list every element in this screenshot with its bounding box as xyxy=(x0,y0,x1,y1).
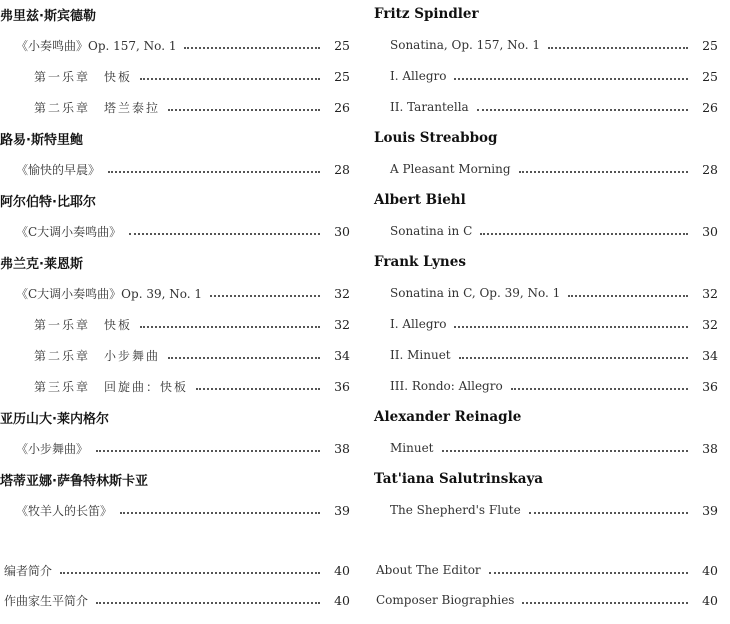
entry-title: 第二乐章 塔兰泰拉 xyxy=(34,100,161,115)
page-number: 39 xyxy=(702,502,718,518)
entry-title: Sonatina in C xyxy=(390,224,473,238)
entry-title: Sonatina, Op. 157, No. 1 xyxy=(390,38,540,52)
dot-leader xyxy=(454,78,688,80)
toc-entry[interactable] xyxy=(0,66,350,86)
composer-name: Frank Lynes xyxy=(374,254,466,270)
page-number: 25 xyxy=(702,37,718,53)
toc-entry[interactable] xyxy=(374,590,718,610)
page-number: 40 xyxy=(334,562,350,578)
dot-leader xyxy=(519,171,688,173)
composer-heading xyxy=(374,4,718,24)
entry-title: 《小步舞曲》 xyxy=(16,441,89,456)
dot-leader xyxy=(60,572,320,574)
dot-leader xyxy=(522,602,688,604)
toc-entry[interactable] xyxy=(374,221,718,241)
entry-title: 第一乐章 快板 xyxy=(34,317,133,332)
entry-title: II. Tarantella xyxy=(390,100,469,114)
page-number: 39 xyxy=(334,502,350,518)
toc-entry[interactable] xyxy=(0,590,350,610)
entry-title: 《C大调小奏鸣曲》Op. 39, No. 1 xyxy=(16,286,203,301)
toc-entry[interactable] xyxy=(374,438,718,458)
page-number: 32 xyxy=(334,285,350,301)
entry-title: Sonatina in C, Op. 39, No. 1 xyxy=(390,286,561,300)
dot-leader xyxy=(140,326,320,328)
dot-leader xyxy=(196,388,320,390)
composer-name: 弗里兹·斯宾德勒 xyxy=(0,8,96,24)
composer-name: 塔蒂亚娜·萨鲁特林斯卡亚 xyxy=(0,473,148,489)
entry-title: 编者简介 xyxy=(4,563,53,578)
toc-entry[interactable] xyxy=(374,283,718,303)
toc-entry[interactable] xyxy=(374,560,718,580)
composer-name: 弗兰克·莱恩斯 xyxy=(0,256,83,272)
dot-leader xyxy=(568,295,688,297)
composer-name: Tat'iana Salutrinskaya xyxy=(374,471,544,487)
page-number: 25 xyxy=(334,37,350,53)
dot-leader xyxy=(210,295,320,297)
entry-title: 第二乐章 小步舞曲 xyxy=(34,348,161,363)
dot-leader xyxy=(120,512,320,514)
toc-entry[interactable] xyxy=(374,97,718,117)
dot-leader xyxy=(442,450,688,452)
composer-heading xyxy=(374,407,718,427)
entry-title: III. Rondo: Allegro xyxy=(390,379,503,393)
toc-entry[interactable] xyxy=(374,159,718,179)
page-number: 34 xyxy=(334,347,350,363)
page-number: 40 xyxy=(702,592,718,608)
composer-heading xyxy=(374,469,718,489)
page-number: 36 xyxy=(702,378,718,394)
toc-entry[interactable] xyxy=(0,500,350,520)
composer-heading xyxy=(0,4,350,24)
toc-entry[interactable] xyxy=(0,314,350,334)
composer-heading xyxy=(0,407,350,427)
composer-name: Albert Biehl xyxy=(374,192,466,208)
toc-entry[interactable] xyxy=(374,35,718,55)
page-number: 28 xyxy=(702,161,718,177)
toc-entry[interactable] xyxy=(374,376,718,396)
dot-leader xyxy=(140,78,320,80)
page-number: 25 xyxy=(334,68,350,84)
page-number: 30 xyxy=(334,223,350,239)
entry-title: I. Allegro xyxy=(390,69,447,83)
composer-name: Alexander Reinagle xyxy=(374,409,522,425)
composer-name: Louis Streabbog xyxy=(374,130,498,146)
dot-leader xyxy=(529,512,688,514)
page-number: 28 xyxy=(334,161,350,177)
dot-leader xyxy=(477,109,688,111)
page-number: 26 xyxy=(702,99,718,115)
toc-entry[interactable] xyxy=(0,97,350,117)
entry-title: 第一乐章 快板 xyxy=(34,69,133,84)
toc-entry[interactable] xyxy=(0,35,350,55)
toc-entry[interactable] xyxy=(0,283,350,303)
page-number: 32 xyxy=(334,316,350,332)
toc-entry[interactable] xyxy=(0,438,350,458)
toc-entry[interactable] xyxy=(0,376,350,396)
dot-leader xyxy=(96,602,320,604)
composer-heading xyxy=(374,252,718,272)
entry-title: A Pleasant Morning xyxy=(390,162,511,176)
page-number: 26 xyxy=(334,99,350,115)
toc-entry[interactable] xyxy=(0,560,350,580)
composer-name: 阿尔伯特·比耶尔 xyxy=(0,194,96,210)
page-number: 38 xyxy=(702,440,718,456)
entry-title: 《小奏鸣曲》Op. 157, No. 1 xyxy=(16,38,177,53)
dot-leader xyxy=(511,388,688,390)
toc-entry[interactable] xyxy=(374,345,718,365)
dot-leader xyxy=(459,357,688,359)
dot-leader xyxy=(480,233,688,235)
composer-name: Fritz Spindler xyxy=(374,6,479,22)
toc-entry[interactable] xyxy=(0,345,350,365)
entry-title: I. Allegro xyxy=(390,317,447,331)
dot-leader xyxy=(548,47,688,49)
entry-title: II. Minuet xyxy=(390,348,451,362)
dot-leader xyxy=(96,450,320,452)
composer-heading xyxy=(374,190,718,210)
page-number: 38 xyxy=(334,440,350,456)
page-number: 40 xyxy=(702,562,718,578)
dot-leader xyxy=(168,109,320,111)
toc-entry[interactable] xyxy=(374,314,718,334)
composer-heading xyxy=(0,252,350,272)
composer-name: 路易·斯特里鲍 xyxy=(0,132,83,148)
entry-title: 第三乐章 回旋曲：快板 xyxy=(34,379,189,394)
dot-leader xyxy=(129,233,320,235)
page-number: 30 xyxy=(702,223,718,239)
composer-heading xyxy=(374,128,718,148)
page-number: 32 xyxy=(702,285,718,301)
dot-leader xyxy=(168,357,320,359)
composer-heading xyxy=(0,128,350,148)
entry-title: 《牧羊人的长笛》 xyxy=(16,503,113,518)
entry-title: Composer Biographies xyxy=(376,593,515,607)
dot-leader xyxy=(489,572,688,574)
dot-leader xyxy=(184,47,320,49)
page-number: 40 xyxy=(334,592,350,608)
page-number: 36 xyxy=(334,378,350,394)
composer-heading xyxy=(0,190,350,210)
dot-leader xyxy=(108,171,320,173)
entry-title: 《C大调小奏鸣曲》 xyxy=(16,224,122,239)
page-number: 34 xyxy=(702,347,718,363)
toc-entry[interactable] xyxy=(0,221,350,241)
composer-name: 亚历山大·莱内格尔 xyxy=(0,411,109,427)
entry-title: 作曲家生平简介 xyxy=(4,593,89,608)
entry-title: Minuet xyxy=(390,441,434,455)
toc-entry[interactable] xyxy=(374,66,718,86)
page-number: 32 xyxy=(702,316,718,332)
dot-leader xyxy=(454,326,688,328)
composer-heading xyxy=(0,469,350,489)
entry-title: 《愉快的早晨》 xyxy=(16,162,101,177)
page-number: 25 xyxy=(702,68,718,84)
entry-title: About The Editor xyxy=(376,563,481,577)
toc-entry[interactable] xyxy=(374,500,718,520)
toc-entry[interactable] xyxy=(0,159,350,179)
entry-title: The Shepherd's Flute xyxy=(390,503,521,517)
